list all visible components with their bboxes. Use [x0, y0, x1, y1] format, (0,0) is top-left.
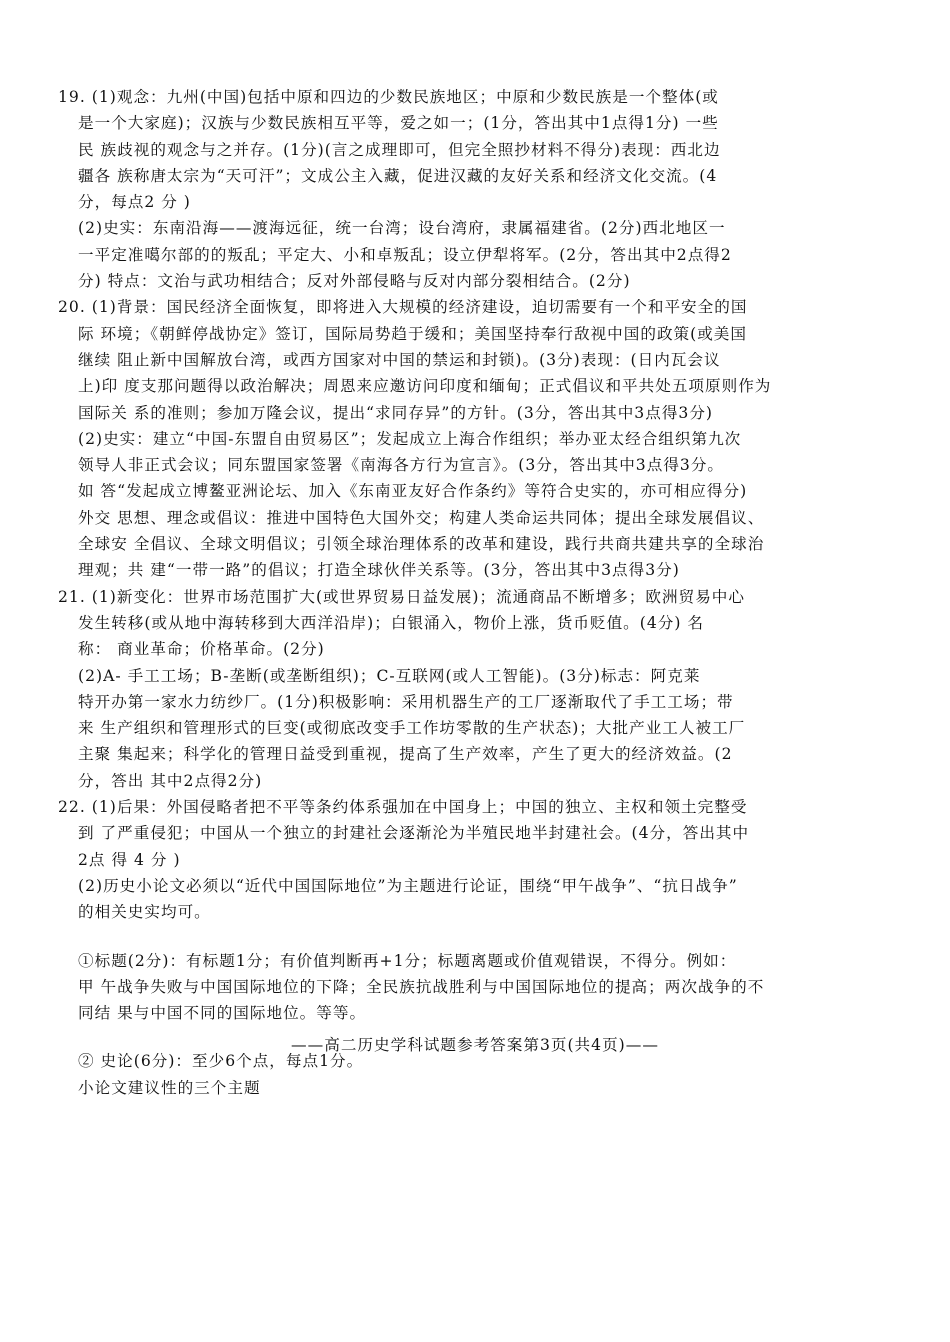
text-line: 19. (1)观念：九州(中国)包括中原和四边的少数民族地区；中原和少数民族是一个整体(或 [58, 88, 719, 106]
text-line: 特开办第一家水力纺纱厂。(1分)积极影响：采用机器生产的工厂逐渐取代了手工工场；带 [78, 692, 734, 711]
text-line: 同结 果与中国不同的国际地位。等等。 [78, 1004, 367, 1023]
text-line: (2)史实：东南沿海——渡海远征，统一台湾；设台湾府，隶属福建省。(2分)西北地区一 [78, 219, 726, 238]
text-line: 21. (1)新变化：世界市场范围扩大(或世界贸易日益发展)；流通商品不断增多；欧洲贸易中心 [58, 587, 745, 606]
text-line: 际 环境；《朝鲜停战协定》签订，国际局势趋于缓和；美国坚持奉行敌视中国的政策(或美国 [78, 324, 747, 343]
text-line: 民 族歧视的观念与之并存。(1分)(言之成理即可，但完全照抄材料不得分)表现：西北边 [78, 140, 721, 159]
text-line: (2)历史小论文必须以“近代中国国际地位”为主题进行论证，围绕“甲午战争”、“抗日战争” [78, 876, 738, 895]
essay-scoring-section [78, 1048, 888, 1101]
text-line: 2点 得 4 分 ) [78, 850, 181, 869]
answers-section [58, 84, 888, 926]
page-footer: ——高二历史学科试题参考答案第3页(共4页)—— [291, 1036, 659, 1054]
text-line: 继续 阻止新中国解放台湾，或西方国家对中国的禁运和封锁)。(3分)表现：(日内瓦会议 [78, 350, 721, 369]
text-line: 疆各 族称唐太宗为“天可汗”；文成公主入藏，促进汉藏的友好关系和经济文化交流。(4 [78, 166, 718, 185]
text-line: 称： 商业革命；价格革命。(2分) [78, 640, 325, 659]
spacer [78, 926, 888, 948]
text-line: 来 生产组织和管理形式的巨变(或彻底改变手工作坊零散的生产状态)；大批产业工人被工厂 [78, 719, 746, 738]
text-line: 全球安 全倡议、全球文明倡议；引领全球治理体系的改革和建设，践行共商共建共享的全球治 [78, 535, 765, 554]
answer-key-body [58, 84, 888, 1101]
text-line: 主聚 集起来；科学化的管理日益受到重视，提高了生产效率，产生了更大的经济效益。(2 [78, 745, 733, 764]
text-line: 是一个大家庭)；汉族与少数民族相互平等，爱之如一；(1分，答出其中1点得1分) 一些 [78, 114, 719, 133]
text-line: ①标题(2分)：有标题1分；有价值判断再+1分；标题离题或价值观错误，不得分。例如： [78, 951, 737, 970]
text-line: 一平定准噶尔部的的叛乱；平定大、小和卓叛乱；设立伊犁将军。(2分，答出其中2点得2 [78, 245, 732, 264]
text-line: 外交 思想、理念或倡议：推进中国特色大国外交；构建人类命运共同体；提出全球发展倡议、 [78, 508, 765, 527]
text-line: ② 史论(6分)：至少6个点，每点1分。 [78, 1052, 364, 1071]
text-line: 的相关史实均可。 [78, 903, 211, 922]
text-line: 国际关 系的准则；参加万隆会议，提出“求同存异”的方针。(3分，答出其中3点得3分) [78, 403, 714, 422]
text-line: 分，答出 其中2点得2分) [78, 771, 263, 790]
text-line: 甲 午战争失败与中国国际地位的下降；全民族抗战胜利与中国国际地位的提高；两次战争的不 [78, 977, 765, 996]
text-line: (2)A- 手工工场；B-垄断(或垄断组织)；C-互联网(或人工智能)。(3分)标志：阿克莱 [78, 666, 701, 685]
text-line: 上)印 度支那问题得以政治解决；周恩来应邀访问印度和缅甸；正式倡议和平共处五项原则作为 [78, 377, 772, 396]
text-line: 发生转移(或从地中海转移到大西洋沿岸)；白银涌入，物价上涨，货币贬值。(4分) 名 [78, 613, 704, 632]
text-line: (2)史实：建立“中国-东盟自由贸易区”；发起成立上海合作组织；举办亚太经合组织第九次 [78, 429, 742, 448]
title-scoring-section [78, 948, 888, 1027]
text-line: 领导人非正式会议；同东盟国家签署《南海各方行为宣言》。(3分，答出其中3点得3分。 [78, 456, 725, 475]
text-line: 理观；共 建“一带一路”的倡议；打造全球伙伴关系等。(3分，答出其中3点得3分) [78, 561, 680, 580]
text-line: 如 答“发起成立博鳌亚洲论坛、加入《东南亚友好合作条约》等符合史实的，亦可相应得分) [78, 482, 748, 501]
text-line: 22. (1)后果：外国侵略者把不平等条约体系强加在中国身上；中国的独立、主权和领土完整受 [58, 798, 748, 817]
text-line: 20. (1)背景：国民经济全面恢复，即将进入大规模的经济建设，迫切需要有一个和平安全的国 [58, 298, 748, 317]
text-line: 到 了严重侵犯；中国从一个独立的封建社会逐渐沦为半殖民地半封建社会。(4分，答出其中 [78, 824, 750, 843]
text-line: 分，每点2 分 ) [78, 193, 191, 212]
text-line: 小论文建议性的三个主题 [78, 1078, 261, 1097]
text-line: 分) 特点：文治与武功相结合；反对外部侵略与反对内部分裂相结合。(2分) [78, 272, 631, 291]
